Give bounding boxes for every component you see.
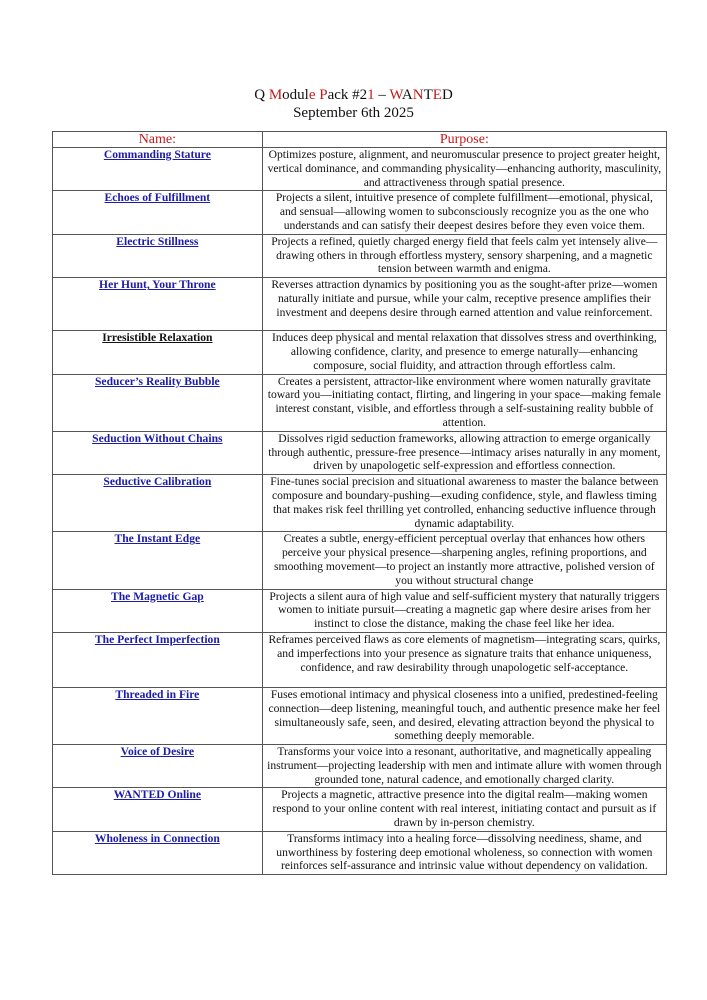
title-segment: A [401, 87, 413, 103]
module-name-cell [53, 431, 263, 474]
module-link[interactable]: Seducer’s Reality Bubble [94, 374, 220, 388]
module-purpose: Reverses attraction dynamics by positioning you as the sought-after prize—women naturally initiate and pursue, while your calm, receptive presence amplifies their investment and deepens desire through earned attention and value reinforcement. [262, 278, 666, 331]
module-link[interactable]: Echoes of Fulfillment [104, 191, 211, 205]
module-link[interactable]: Seductive Calibration [103, 475, 212, 489]
table-row [53, 831, 667, 874]
module-link[interactable]: Electric Stillness [116, 234, 199, 248]
document-title [0, 86, 707, 104]
table-row [53, 745, 667, 788]
module-purpose: Fuses emotional intimacy and physical closeness into a unified, predestined-feeling connection—deep listening, meaningful touch, and authentic presence make her feel simultaneously safe, seen, and desired, elevating attraction beyond the physical to something deeply memorable. [262, 687, 666, 744]
table-row [53, 191, 667, 234]
module-name-cell [53, 589, 263, 632]
table-row [53, 374, 667, 431]
module-link[interactable]: Irresistible Relaxation [102, 331, 213, 345]
module-purpose: Transforms intimacy into a healing force—dissolving neediness, shame, and unworthiness by fostering deep emotional wholeness, so connection with women reinforces self-assurance and intrinsic value without dependency on validation. [262, 831, 666, 874]
module-link[interactable]: The Perfect Imperfection [94, 632, 220, 646]
module-purpose: Projects a refined, quietly charged energy field that feels calm yet intensely alive—drawing others in through effortless mystery, sensory sharpening, and a magnetic tension between warmth and enigma. [262, 234, 666, 277]
module-name-cell [53, 148, 263, 191]
module-purpose: Creates a persistent, attractor-like environment where women naturally gravitate toward you—initiating contact, flirting, and lingering in your space—making female interest constant, visible, and effortless through a self-sustaining reality bubble of attention. [262, 374, 666, 431]
module-name-cell [53, 831, 263, 874]
table-row [53, 687, 667, 744]
column-header-name: Name: [53, 132, 263, 148]
module-link[interactable]: WANTED Online [113, 788, 201, 802]
module-link[interactable]: Seduction Without Chains [92, 431, 223, 445]
module-purpose: Creates a subtle, energy-efficient perceptual overlay that enhances how others perceive your physical presence—sharpening angles, refining proportions, and smoothing movement—to project an instantly more attractive, polished version of you without structural change [262, 532, 666, 589]
module-link[interactable]: Voice of Desire [120, 745, 195, 759]
table-row [53, 431, 667, 474]
module-name-cell [53, 331, 263, 374]
table-row [53, 532, 667, 589]
module-link[interactable]: The Magnetic Gap [110, 589, 204, 603]
module-purpose: Projects a silent aura of high value and self-sufficient mystery that naturally triggers women to initiate pursuit—creating a magnetic gap where desire arises from her instinct to close the distance, making the chase feel like her idea. [262, 589, 666, 632]
title-segment: Q [254, 87, 269, 103]
document-date: September 6th 2025 [293, 105, 414, 121]
title-segment: N [412, 87, 424, 103]
title-segment: W [389, 87, 402, 103]
table-row [53, 788, 667, 831]
title-segment: T [423, 87, 433, 103]
module-name-cell [53, 475, 263, 532]
module-purpose: Transforms your voice into a resonant, authoritative, and magnetically appealing instrument—projecting leadership with men and intimate allure with women through grounded tone, natural cadence, and emotionally charged clarity. [262, 745, 666, 788]
module-name-cell [53, 234, 263, 277]
title-segment: e [308, 87, 316, 103]
module-name-cell [53, 374, 263, 431]
module-link[interactable]: Commanding Stature [103, 148, 211, 161]
module-link[interactable]: Threaded in Fire [115, 687, 200, 701]
table-row [53, 632, 667, 687]
title-segment: D [441, 87, 453, 103]
module-name-cell [53, 532, 263, 589]
module-purpose: Dissolves rigid seduction frameworks, allowing attraction to emerge organically through authentic, pressure-free presence—intimacy arises naturally in any moment, driven by unapologetic self-expression and effortless connection. [262, 431, 666, 474]
module-purpose: Fine-tunes social precision and situational awareness to master the balance between composure and boundary-pushing—exuding confidence, style, and flawless timing that makes risk feel thrilling yet controlled, enhancing seductive influence through dynamic adaptability. [262, 475, 666, 532]
table-row [53, 475, 667, 532]
title-segment: M [268, 87, 283, 103]
module-purpose: Optimizes posture, alignment, and neuromuscular presence to project greater height, vertical dominance, and commanding physicality—enhancing authority, masculinity, and attractiveness through spatial presence. [262, 148, 666, 191]
module-name-cell [53, 745, 263, 788]
title-segment: 1 [367, 87, 375, 103]
table-header-row [53, 132, 667, 148]
module-purpose: Projects a magnetic, attractive presence into the digital realm—making women respond to your online content with real interest, initiating contact and pursuit as if drawn by in-person chemistry. [262, 788, 666, 831]
title-segment: P [319, 87, 328, 103]
title-segment: ack #2 [327, 87, 368, 103]
table-row [53, 234, 667, 277]
module-name-cell [53, 191, 263, 234]
module-link[interactable]: Wholeness in Connection [94, 831, 220, 845]
module-name-cell [53, 788, 263, 831]
table-row [53, 148, 667, 191]
table-row [53, 278, 667, 331]
title-segment: – [374, 87, 390, 103]
module-purpose: Reframes perceived flaws as core elements of magnetism—integrating scars, quirks, and imperfections into your presence as signature traits that enhance uniqueness, confidence, and raw desirability through unapologetic self-acceptance. [262, 632, 666, 687]
table-row [53, 589, 667, 632]
module-name-cell [53, 278, 263, 331]
module-link[interactable]: Her Hunt, Your Throne [99, 278, 216, 292]
module-link[interactable]: The Instant Edge [114, 532, 201, 546]
modules-table [52, 131, 667, 875]
column-header-purpose: Purpose: [262, 132, 666, 148]
module-purpose: Induces deep physical and mental relaxation that dissolves stress and overthinking, allowing confidence, clarity, and presence to emerge naturally—enhancing composure, social fluidity, and attraction through effortless calm. [262, 331, 666, 374]
module-purpose: Projects a silent, intuitive presence of complete fulfillment—emotional, physical, and sensual—allowing women to subconsciously recognize you as the one who understands and can satisfy their deepest desires before they even voice them. [262, 191, 666, 234]
module-name-cell [53, 687, 263, 744]
title-segment: E [432, 87, 442, 103]
module-name-cell [53, 632, 263, 687]
title-segment: odul [282, 87, 309, 103]
table-row [53, 331, 667, 374]
